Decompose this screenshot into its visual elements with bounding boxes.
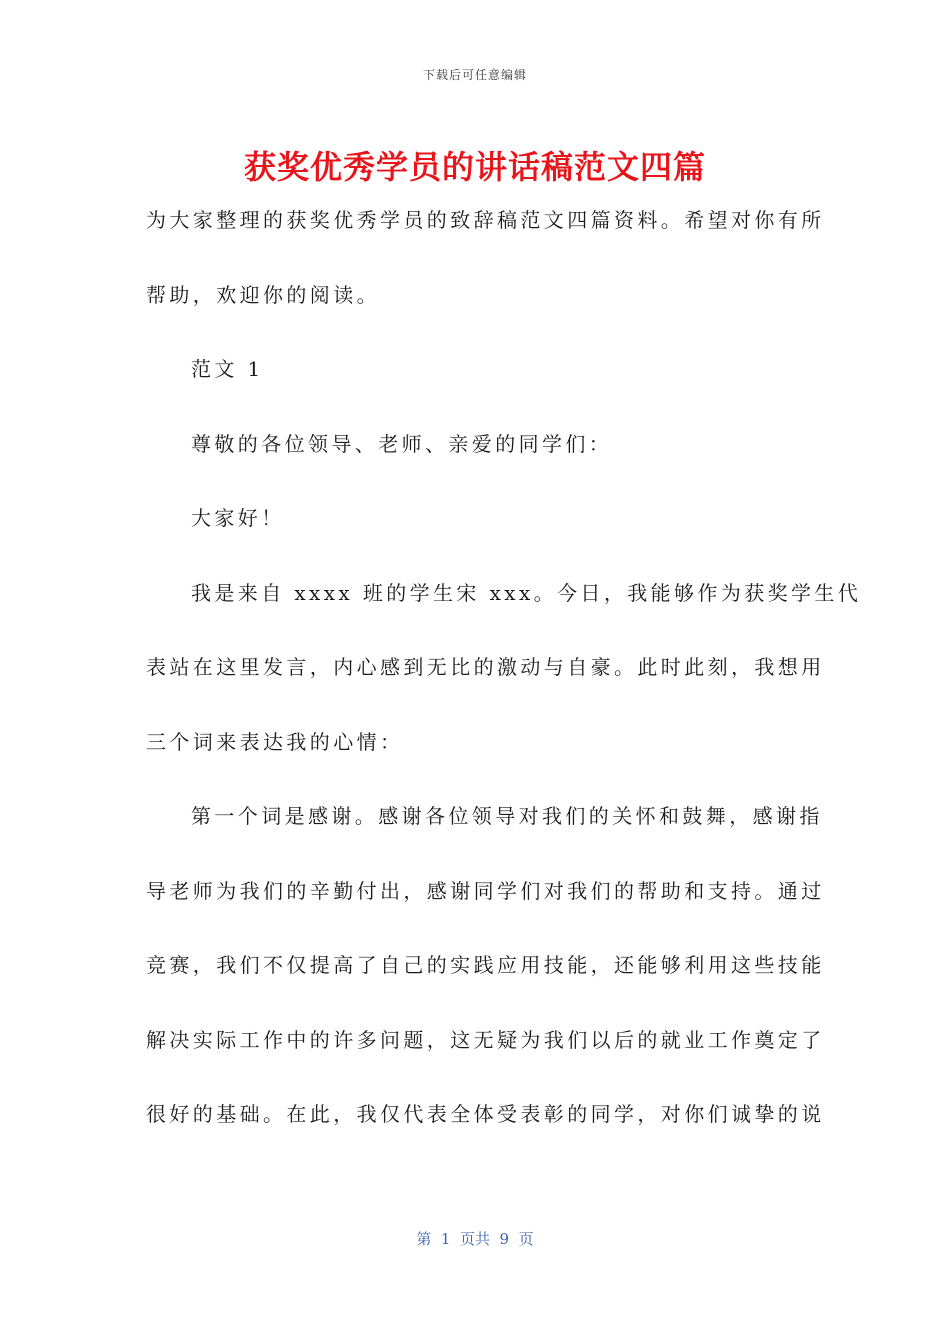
- body-line: 解决实际工作中的许多问题，这无疑为我们以后的就业工作奠定了: [146, 1027, 825, 1052]
- page-footer: 第 1 页共 9 页: [416, 1230, 534, 1248]
- header-note: 下载后可任意编辑: [422, 68, 527, 82]
- document-title: 获奖优秀学员的讲话稿范文四篇: [243, 148, 706, 186]
- body-line: 竞赛，我们不仅提高了自己的实践应用技能，还能够利用这些技能: [146, 953, 825, 977]
- body-line: 表站在这里发言，内心感到无比的激动与自豪。此时此刻，我想用: [146, 655, 825, 679]
- body-line: 帮助，欢迎你的阅读。: [146, 282, 380, 307]
- body-line: 大家好！: [191, 506, 285, 530]
- body-line: 范文 1: [191, 357, 264, 381]
- body-line: 我是来自 xxxx 班的学生宋 xxx。今日，我能够作为获奖学生代: [191, 580, 862, 605]
- body-line: 第一个词是感谢。感谢各位领导对我们的关怀和鼓舞，感谢指: [191, 804, 823, 828]
- document-body: [146, 196, 862, 1165]
- body-line: 尊敬的各位领导、老师、亲爱的同学们：: [191, 431, 613, 456]
- body-line: 三个词来表达我的心情：: [146, 729, 404, 754]
- body-line: 很好的基础。在此，我仅代表全体受表彰的同学，对你们诚挚的说: [146, 1102, 825, 1126]
- body-line: 导老师为我们的辛勤付出，感谢同学们对我们的帮助和支持。通过: [146, 878, 825, 903]
- body-line: 为大家整理的获奖优秀学员的致辞稿范文四篇资料。希望对你有所: [146, 208, 825, 232]
